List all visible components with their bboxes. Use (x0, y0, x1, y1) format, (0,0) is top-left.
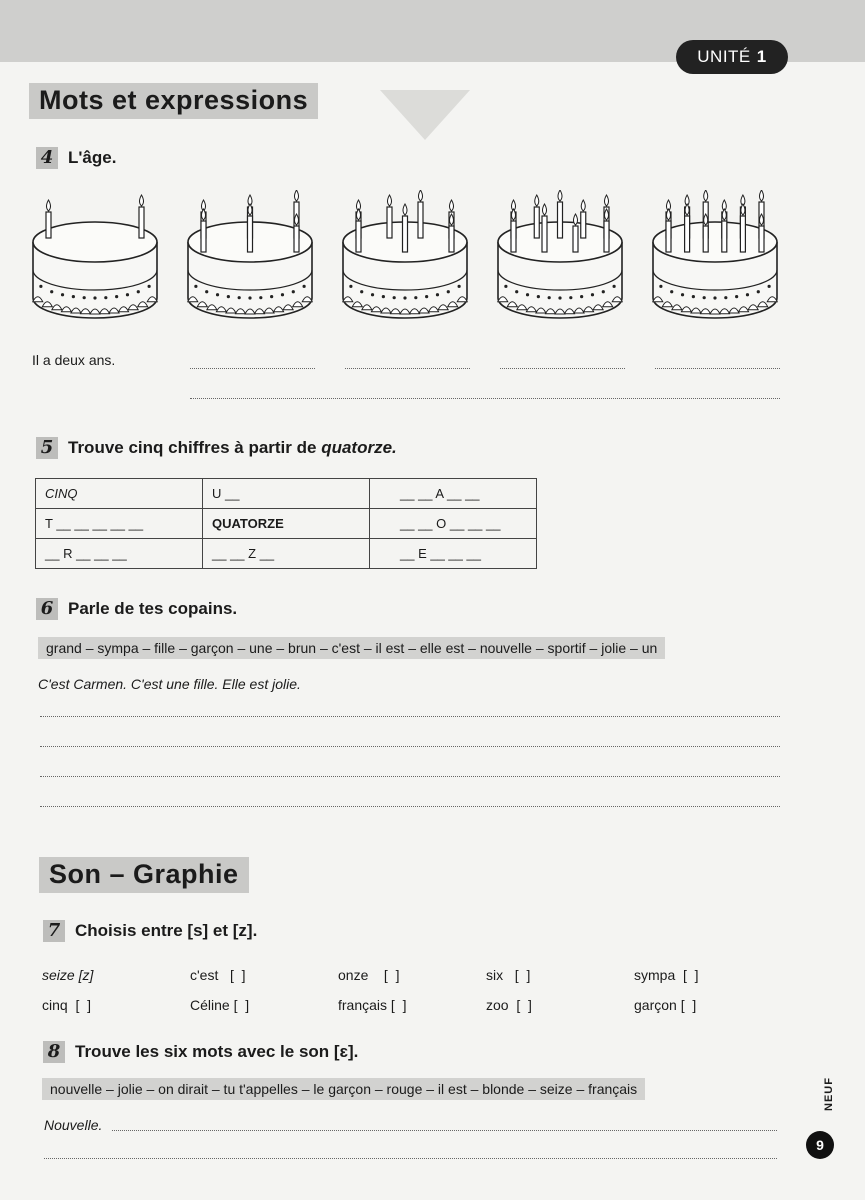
exercise-8-heading (43, 1041, 358, 1063)
word-bank: nouvelle – jolie – on dirait – tu t'appelles – le garçon – rouge – il est – blonde – seize – français (42, 1078, 645, 1100)
grid-cell: QUATORZE (203, 509, 370, 539)
answer-line (40, 716, 780, 717)
exercise-title: Trouve cinq chiffres à partir de (68, 438, 322, 457)
word-choice[interactable]: cinq [ ] (42, 997, 92, 1013)
exercise-title: Trouve les six mots avec le son [ɛ]. (75, 1042, 359, 1061)
exercise-title: L'âge. (68, 148, 117, 167)
exercise-4-example: Il a deux ans. (32, 352, 116, 368)
exercise-number: 4 (36, 147, 58, 169)
exercise-number: 8 (43, 1041, 65, 1063)
unit-badge (676, 40, 788, 74)
table-row (36, 539, 537, 569)
section-title-son: Son – Graphie (39, 857, 249, 893)
word-choice[interactable]: onze [ ] (338, 967, 400, 983)
cakes-illustration (25, 190, 800, 335)
cake-4 (498, 190, 622, 318)
sound-choice-grid (42, 960, 782, 1020)
word-choice[interactable]: Céline [ ] (190, 997, 250, 1013)
page-side-label: NEUF (822, 1077, 835, 1111)
exercise-8-example: Nouvelle. (44, 1117, 103, 1133)
word-choice[interactable]: garçon [ ] (634, 997, 697, 1013)
cake-3 (343, 190, 467, 318)
answer-line (190, 398, 780, 399)
answer-line (40, 746, 780, 747)
cake-2 (188, 190, 312, 318)
answer-line (112, 1130, 777, 1131)
answer-line (500, 368, 625, 369)
exercise-title: Parle de tes copains. (68, 599, 238, 618)
word-choice[interactable]: sympa [ ] (634, 967, 699, 983)
grid-cell: __ R __ __ __ (36, 539, 203, 569)
answer-line (655, 368, 780, 369)
unit-number: 1 (756, 47, 767, 66)
table-row (36, 479, 537, 509)
page-number: 9 (806, 1131, 834, 1159)
grid-cell: __ __ Z __ (203, 539, 370, 569)
word-choice[interactable]: zoo [ ] (486, 997, 532, 1013)
exercise-7-heading (43, 920, 257, 942)
exercise-number: 5 (36, 437, 58, 459)
cake-5 (653, 190, 777, 318)
exercise-6-example: C'est Carmen. C'est une fille. Elle est jolie. (38, 676, 301, 692)
exercise-6-heading (36, 598, 237, 620)
answer-line (40, 806, 780, 807)
table-row (36, 509, 537, 539)
word-choice[interactable]: six [ ] (486, 967, 531, 983)
grid-cell: CINQ (36, 479, 203, 509)
exercise-number: 6 (36, 598, 58, 620)
word-bank: grand – sympa – fille – garçon – une – brun – c'est – il est – elle est – nouvelle – sportif – jolie – un (38, 637, 665, 659)
unit-label: UNITÉ (697, 47, 751, 66)
grid-cell: __ __ A __ __ (370, 479, 537, 509)
grid-cell: U __ (203, 479, 370, 509)
list-item (42, 960, 782, 990)
grid-cell: __ E __ __ __ (370, 539, 537, 569)
number-grid (35, 478, 537, 569)
exercise-5-heading (36, 437, 397, 459)
word-choice[interactable]: français [ ] (338, 997, 407, 1013)
exercise-number: 7 (43, 920, 65, 942)
answer-line (345, 368, 470, 369)
answer-line (190, 368, 315, 369)
word-choice[interactable]: c'est [ ] (190, 967, 246, 983)
cake-1 (33, 195, 157, 318)
exercise-title: Choisis entre [s] et [z]. (75, 921, 258, 940)
grid-cell: __ __ O __ __ __ (370, 509, 537, 539)
show-through-decoration (380, 60, 470, 140)
exercise-title-emphasis: quatorze. (321, 438, 397, 457)
answer-line (44, 1158, 777, 1159)
answer-line (40, 776, 780, 777)
word-choice: seize [z] (42, 967, 94, 983)
grid-cell: T __ __ __ __ __ (36, 509, 203, 539)
list-item (42, 990, 782, 1020)
exercise-4-heading (36, 147, 116, 169)
section-title-mots: Mots et expressions (29, 83, 318, 119)
